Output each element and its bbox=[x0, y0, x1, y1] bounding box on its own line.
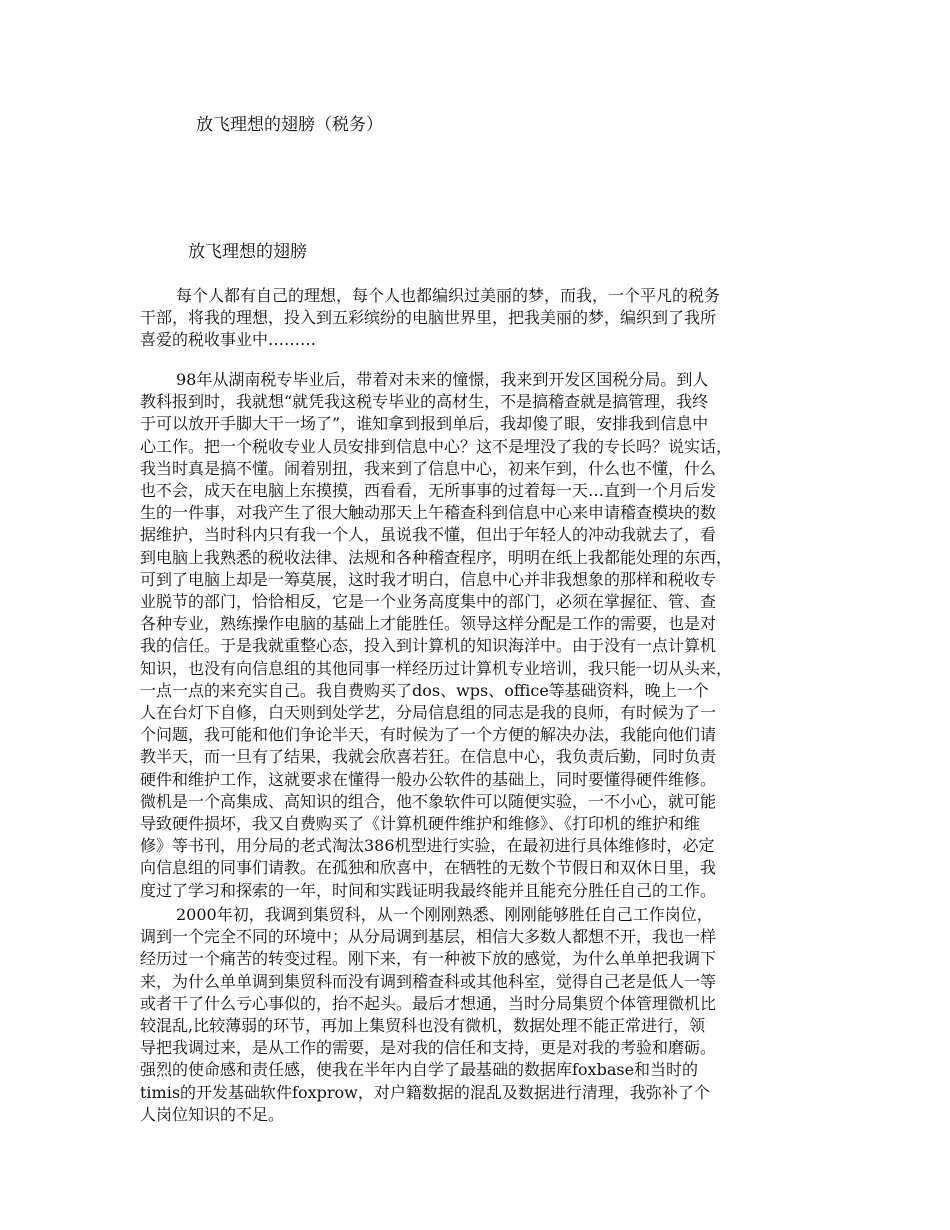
text-line: 向信息组的同事们请教。在孤独和欣喜中，在牺牲的无数个节假日和双休日里，我 bbox=[140, 858, 717, 878]
text-line: 教半天，而一旦有了结果，我就会欣喜若狂。在信息中心，我负责后勤，同时负责 bbox=[140, 747, 717, 767]
text-line: 每个人都有自己的理想，每个人也都编织过美丽的梦，而我，一个平凡的税务 bbox=[176, 286, 721, 305]
text-line: 度过了学习和探索的一年，时间和实践证明我最终能并且能充分胜任自己的工作。 bbox=[140, 880, 717, 900]
text-line: 98年从湖南税专毕业后，带着对未来的憧憬，我来到开发区国税分局。到人 bbox=[176, 370, 709, 389]
text-line: 于可以放开手脚大干一场了”，谁知拿到报到单后，我却傻了眼，安排我到信息中 bbox=[140, 414, 709, 434]
text-line: 2000年初，我调到集贸科，从一个刚刚熟悉、刚刚能够胜任自己工作岗位， bbox=[176, 905, 713, 924]
text-line: 心工作。把一个税收专业人员安排到信息中心？这不是埋没了我的专长吗？说实话， bbox=[140, 436, 733, 456]
text-line: timis的开发基础软件foxprow，对户籍数据的混乱及数据进行清理，我弥补了个 bbox=[140, 1082, 710, 1102]
document-title: 放飞理想的翅膀（税务） bbox=[196, 115, 383, 135]
paragraph-3 bbox=[140, 904, 810, 1126]
text-line: 较混乱,比较薄弱的环节，再加上集贸科也没有微机，数据处理不能正常进行，领 bbox=[140, 1016, 706, 1036]
text-line: 一点一点的来充实自己。我自费购买了dos、wps、office等基础资料，晚上一个 bbox=[140, 680, 709, 700]
text-line: 知识，也没有向信息组的其他同事一样经历过计算机专业培训，我只能一切从头来， bbox=[140, 658, 733, 678]
text-line: 修》等书刊，用分局的老式淘汰386机型进行实验，在最初进行具体维修时，必定 bbox=[140, 836, 715, 856]
text-line: 导致硬件损坏，我又自费购买了《计算机硬件维护和维修》、《打印机的维护和维 bbox=[140, 814, 701, 834]
text-line: 据维护，当时科内只有我一个人，虽说我不懂，但出于年轻人的冲动我就去了，看 bbox=[140, 525, 717, 545]
text-line: 强烈的使命感和责任感，使我在半年内自学了最基础的数据库foxbase和当时的 bbox=[140, 1060, 699, 1080]
text-line: 教科报到时，我就想“就凭我这税专毕业的高材生，不是搞稽查就是搞管理，我终 bbox=[140, 392, 709, 412]
text-line: 经历过一个痛苦的转变过程。刚下来，有一种被下放的感觉，为什么单单把我调下 bbox=[140, 949, 717, 969]
text-line: 业脱节的部门，恰恰相反，它是一个业务高度集中的部门，必须在掌握征、管、查 bbox=[140, 592, 717, 612]
text-line: 到电脑上我熟悉的税收法律、法规和各种稽查程序，明明在纸上我都能处理的东西， bbox=[140, 547, 733, 567]
text-line: 硬件和维护工作，这就要求在懂得一般办公软件的基础上，同时要懂得硬件维修。 bbox=[140, 769, 717, 789]
text-line: 我的信任。于是我就重整心态，投入到计算机的知识海洋中。由于没有一点计算机 bbox=[140, 636, 717, 656]
paragraph-1 bbox=[140, 285, 810, 352]
text-line: 个问题，我可能和他们争论半天，有时候为了一个方便的解决办法，我能向他们请 bbox=[140, 725, 717, 745]
text-line: 也不会，成天在电脑上东摸摸，西看看，无所事事的过着每一天…直到一个月后发 bbox=[140, 481, 717, 501]
text-line: 调到一个完全不同的环境中；从分局调到基层，相信大多数人都想不开，我也一样 bbox=[140, 927, 717, 947]
text-line: 导把我调过来，是从工作的需要，是对我的信任和支持，更是对我的考验和磨砺。 bbox=[140, 1038, 717, 1058]
text-line: 可到了电脑上却是一筹莫展，这时我才明白，信息中心并非我想象的那样和税收专 bbox=[140, 569, 717, 589]
text-line: 干部，将我的理想，投入到五彩缤纷的电脑世界里，把我美丽的梦，编织到了我所 bbox=[140, 308, 717, 328]
text-line: 微机是一个高集成、高知识的组合，他不象软件可以随便实验，一不小心，就可能 bbox=[140, 791, 717, 811]
text-line: 或者干了什么亏心事似的，抬不起头。最后才想通，当时分局集贸个体管理微机比 bbox=[140, 993, 717, 1013]
section-heading: 放飞理想的翅膀 bbox=[188, 242, 307, 262]
text-line: 我当时真是搞不懂。闹着别扭，我来到了信息中心，初来乍到，什么也不懂，什么 bbox=[140, 458, 717, 478]
text-line: 人在台灯下自修，白天则到处学艺，分局信息组的同志是我的良师，有时候为了一 bbox=[140, 703, 717, 723]
paragraph-2 bbox=[140, 369, 810, 902]
text-line: 喜爱的税收事业中……… bbox=[140, 330, 317, 350]
text-line: 各种专业，熟练操作电脑的基础上才能胜任。领导这样分配是工作的需要，也是对 bbox=[140, 614, 717, 634]
text-line: 人岗位知识的不足。 bbox=[140, 1104, 285, 1124]
text-line: 生的一件事，对我产生了很大触动那天上午稽查科到信息中心来申请稽查模块的数 bbox=[140, 503, 717, 523]
text-line: 来，为什么单单调到集贸科而没有调到稽查科或其他科室，觉得自己老是低人一等 bbox=[140, 971, 717, 991]
